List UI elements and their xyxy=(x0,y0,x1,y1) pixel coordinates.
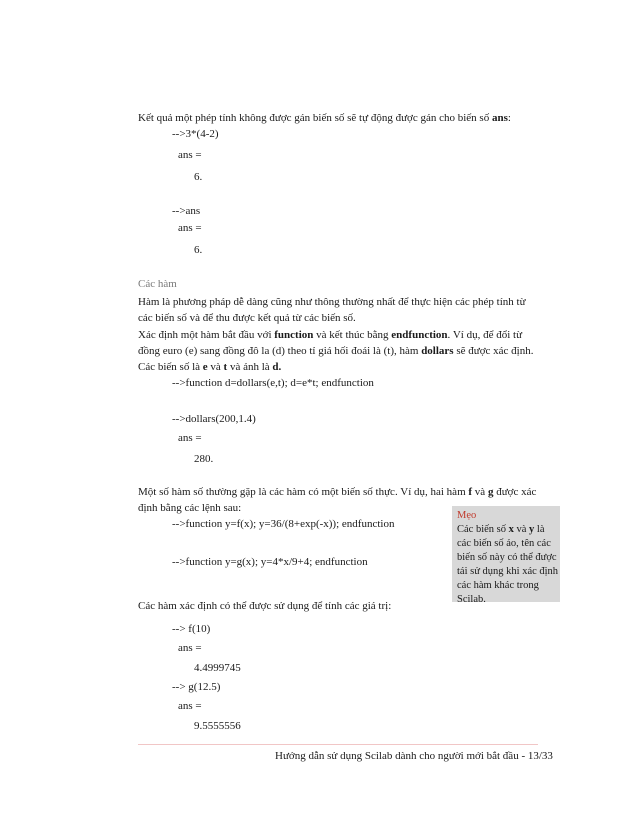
dollars-keyword: dollars xyxy=(421,345,454,357)
result-value: 280. xyxy=(194,453,214,465)
code-line: -->3*(4-2) xyxy=(172,128,219,140)
code-line: -->function d=dollars(e,t); d=e*t; endfunction xyxy=(172,377,374,389)
tip-title: Mẹo xyxy=(457,510,477,521)
section-title: Các hàm xyxy=(138,278,177,290)
footer-divider xyxy=(138,744,538,745)
code-line: -->ans xyxy=(172,205,201,217)
code-line: -->dollars(200,1.4) xyxy=(172,413,256,425)
ans-label: ans = xyxy=(178,432,202,444)
f-keyword: f xyxy=(468,486,473,498)
d-keyword: d. xyxy=(272,361,282,373)
x-keyword: x xyxy=(508,524,514,535)
tip-box xyxy=(452,506,560,605)
function-keyword: function xyxy=(274,329,314,341)
result-value: 6. xyxy=(194,244,203,256)
result-value: 6. xyxy=(194,171,203,183)
g-keyword: g xyxy=(487,486,494,498)
code-line: -->function y=f(x); y=36/(8+exp(-x)); endfunction xyxy=(172,518,395,530)
ans-keyword: ans xyxy=(491,112,508,124)
result-value: 9.5555556 xyxy=(194,720,241,732)
paragraph-functions-intro: Hàm là phương pháp dễ dàng cũng như thông thường nhất để thực hiện các phép tính từ các biến số và để thu được kết quả từ các biến số. xyxy=(138,296,526,324)
paragraph-evaluate: Các hàm xác định có thể được sử dụng để tính các giá trị: xyxy=(138,600,392,612)
paragraph-real-functions: Một số hàm số thường gặp là các hàm có một biến số thực. Ví dụ, hai hàm f và g được xác định bằng các lệnh sau: xyxy=(138,486,537,514)
code-line: --> g(12.5) xyxy=(172,681,221,693)
ans-label: ans = xyxy=(178,222,202,234)
y-keyword: y xyxy=(529,524,535,535)
ans-label: ans = xyxy=(178,642,202,654)
endfunction-keyword: endfunction xyxy=(391,329,448,341)
result-value: 4.4999745 xyxy=(194,662,241,674)
e-keyword: e xyxy=(202,361,208,373)
ans-label: ans = xyxy=(178,700,202,712)
paragraph-function-definition: Xác định một hàm bắt đầu với function và kết thúc bằng endfunction. Ví dụ, để đổi từ đồng euro (e) sang đồng đô la (d) theo tỉ giá hối đoái là (t), hàm dollars sẽ được xác định. Các biến số là e và t và ảnh là d. xyxy=(138,329,534,373)
code-line: -->function y=g(x); y=4*x/9+4; endfunction xyxy=(172,556,368,568)
tip-text: Các biến số x và y là các biến số ảo, tên các biến số này có thể được tái sử dụng khi xác định các hàm khác trong Scilab. xyxy=(457,524,559,605)
page-footer: Hướng dẫn sử dụng Scilab dành cho người mới bắt đầu - 13/33 xyxy=(275,750,553,762)
intro-paragraph: Kết quả một phép tính không được gán biến số sẽ tự động được gán cho biến số ans: xyxy=(138,112,511,124)
t-keyword: t xyxy=(223,361,228,373)
code-line: --> f(10) xyxy=(172,623,211,635)
ans-label: ans = xyxy=(178,149,202,161)
